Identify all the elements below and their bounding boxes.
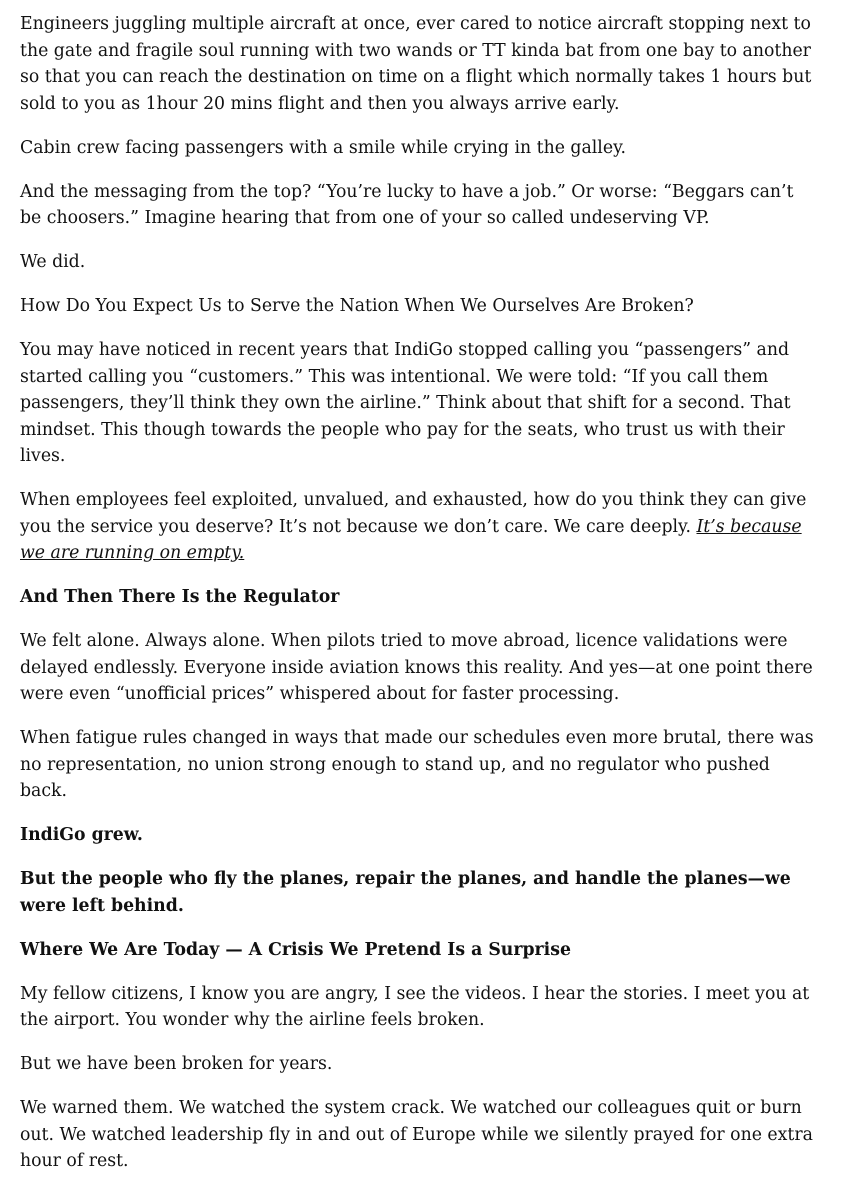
heading-regulator: And Then There Is the Regulator <box>20 587 340 607</box>
paragraph-we-warned-them: We warned them. We watched the system crack. We watched our colleagues quit or burn out. We watched leadership fly in and out of Europe while we silently prayed for one extra hour of rest. <box>20 1098 813 1171</box>
heading-where-we-are-today: Where We Are Today — A Crisis We Pretend Is a Surprise <box>20 939 571 960</box>
paragraph-engineers: Engineers juggling multiple aircraft at once, ever cared to notice aircraft stopping next to the gate and fragile soul running with two wands or TT kinda bat from one bay to another so that you can reach the destination on time on a flight which normally takes 1 hours but sold to you as 1hour 20 mins flight and then you always arrive early. <box>20 14 812 114</box>
paragraph-fatigue-rules: When fatigue rules changed in ways that made our schedules even more brutal, there was no representation, no union strong enough to stand up, and no regulator who pushed back. <box>20 728 814 801</box>
paragraph-cabin-crew: Cabin crew facing passengers with a smile while crying in the galley. <box>20 137 627 158</box>
paragraph-broken-for-years: But we have been broken for years. <box>20 1054 333 1074</box>
paragraph-employees-exploited <box>20 487 817 567</box>
paragraph-serve-question: How Do You Expect Us to Serve the Nation When We Ourselves Are Broken? <box>20 296 694 316</box>
emphasis-running-on-empty: It’s because we are running on empty. <box>20 516 802 563</box>
paragraph-employees-text: When employees feel exploited, unvalued, and exhausted, how do you think they can give you the service you deserve? It’s not because we don’t care. We care deeply. <box>20 490 807 537</box>
statement-indigo-grew: IndiGo grew. <box>20 825 143 845</box>
paragraph-felt-alone: We felt alone. Always alone. When pilots tried to move abroad, licence validations were delayed endlessly. Everyone inside aviation knows this reality. And yes—at one point there were even “unofficial prices” whispered about for faster processing. <box>20 631 813 704</box>
paragraph-messaging: And the messaging from the top? “You’re lucky to have a job.” Or worse: “Beggars can’t be choosers.” Imagine hearing that from one of your so called undeserving VP. <box>20 181 794 228</box>
statement-left-behind: But the people who fly the planes, repair the planes, and handle the planes—we were left behind. <box>20 869 791 916</box>
paragraph-passengers-customers: You may have noticed in recent years that IndiGo stopped calling you “passengers” and started calling you “customers.” This was intentional. We were told: “If you call them passengers, they’ll think they own the airline.” Think about that shift for a second. That mindset. This though towards the people who pay for the seats, who trust us with their lives. <box>20 340 791 466</box>
paragraph-we-did: We did. <box>20 252 86 272</box>
paragraph-fellow-citizens: My fellow citizens, I know you are angry, I see the videos. I hear the stories. I meet you at the airport. You wonder why the airline feels broken. <box>20 983 810 1030</box>
